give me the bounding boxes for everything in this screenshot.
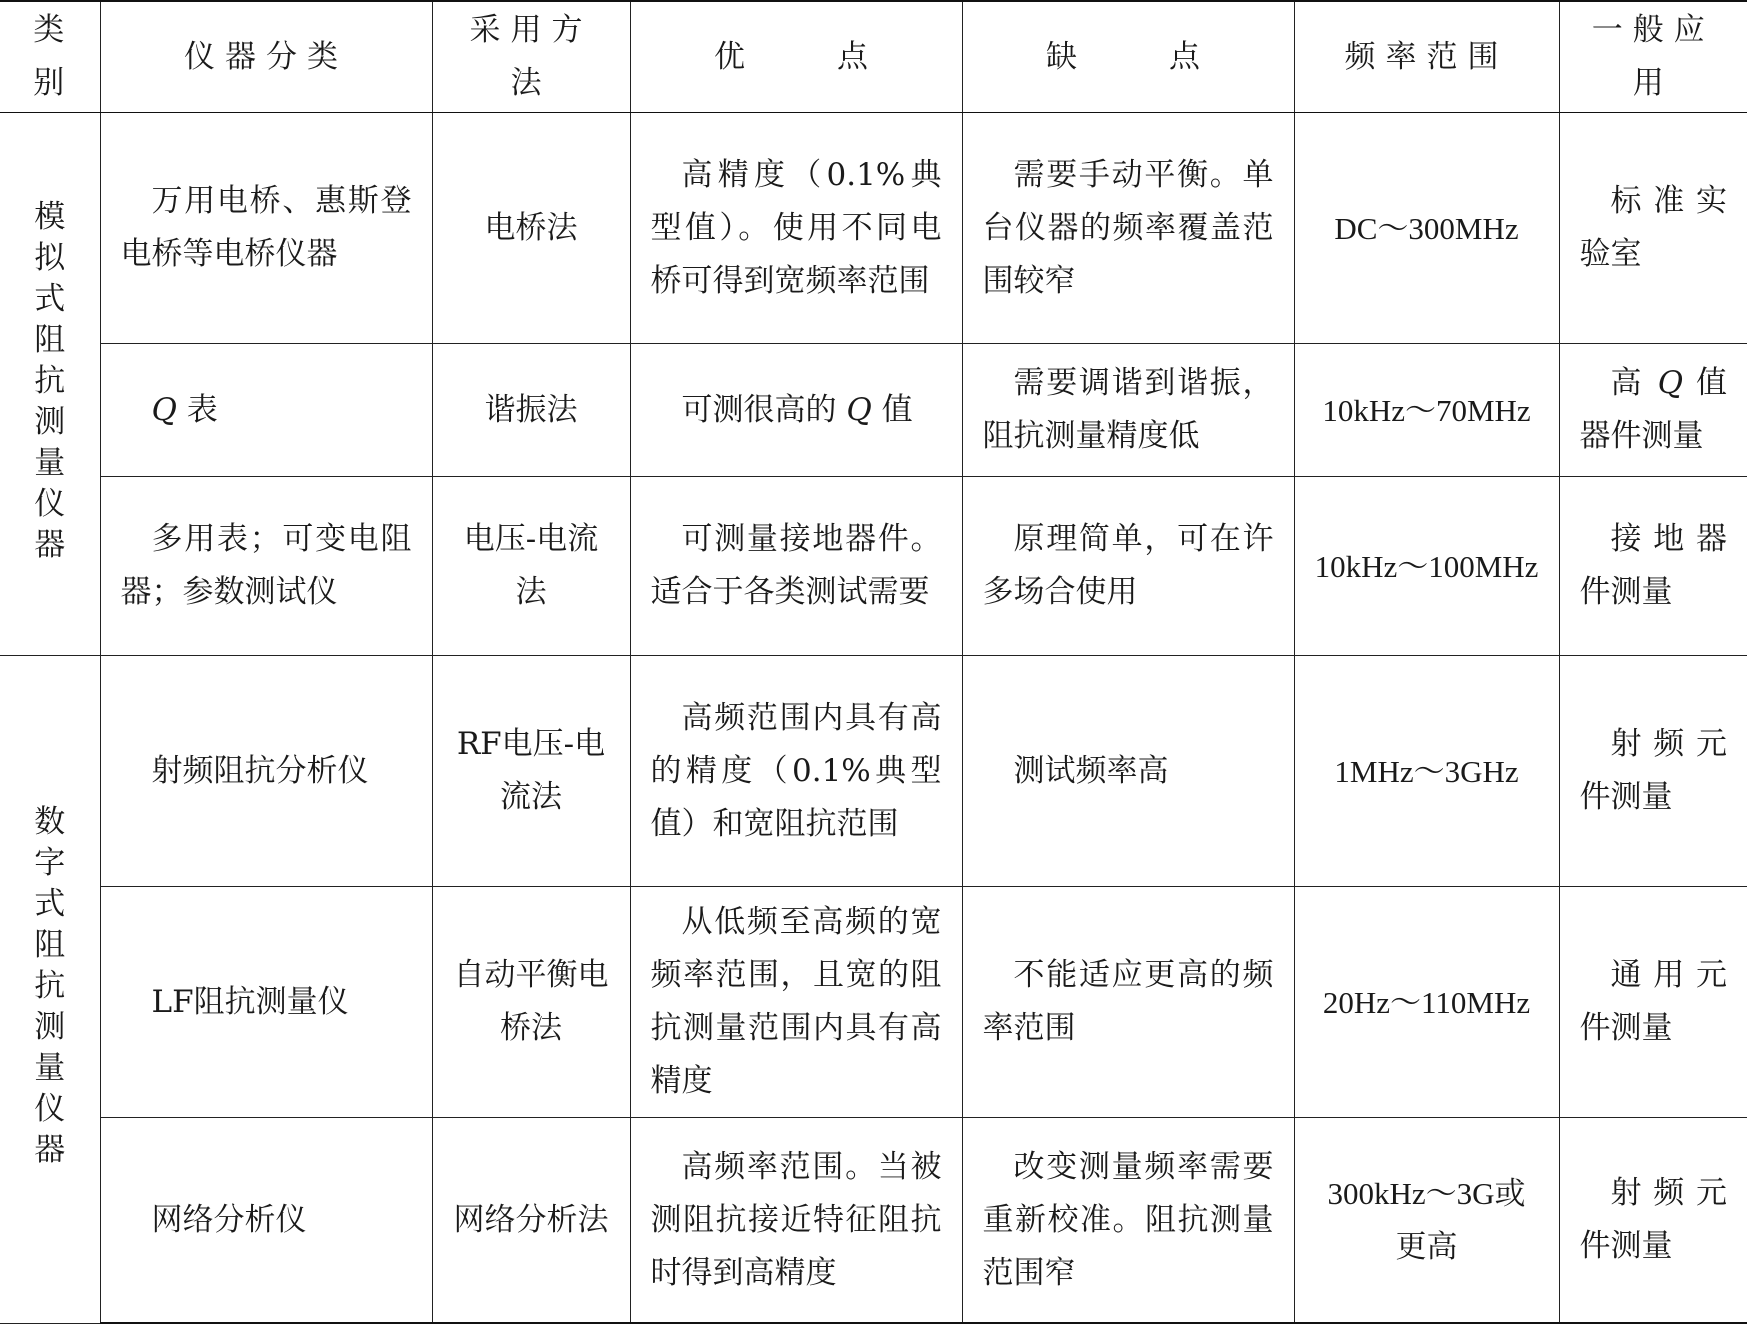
advantages-text: 可测很高的 xyxy=(681,391,837,428)
header-frequency-range: 频率范围 xyxy=(1294,1,1559,113)
disadvantages-cell: 测试频率高 xyxy=(962,656,1294,887)
frequency-range-cell: 20Hz～110MHz xyxy=(1294,887,1559,1118)
q-symbol: Q xyxy=(846,391,872,428)
method-cell: 电压-电流法 xyxy=(432,477,630,656)
instrument-cell: 网络分析仪 xyxy=(100,1118,432,1324)
advantages-cell xyxy=(630,344,962,477)
method-cell: 谐振法 xyxy=(432,344,630,477)
header-advantages: 优 点 xyxy=(630,1,962,113)
advantages-cell: 高频率范围。当被测阻抗接近特征阻抗时得到高精度 xyxy=(630,1118,962,1324)
application-cell: 射频元件测量 xyxy=(1559,656,1747,887)
q-symbol: Q xyxy=(1657,365,1684,401)
instrument-text: 表 xyxy=(186,391,218,428)
disadvantages-cell: 原理简单，可在许多场合使用 xyxy=(962,477,1294,656)
advantages-tail: 值 xyxy=(881,391,913,428)
category-label: 数字式阻抗测量仪器 xyxy=(34,803,66,1168)
frequency-range-cell: 1MHz～3GHz xyxy=(1294,656,1559,887)
advantages-cell: 从低频至高频的宽频率范围，且宽的阻抗测量范围内具有高精度 xyxy=(630,887,962,1118)
application-cell xyxy=(1559,344,1747,477)
frequency-range-cell: 10kHz～100MHz xyxy=(1294,477,1559,656)
application-prefix: 高 xyxy=(1610,365,1645,401)
category-label: 模拟式阻抗测量仪器 xyxy=(34,198,66,563)
header-disadvantages: 缺 点 xyxy=(962,1,1294,113)
instrument-cell: 万用电桥、惠斯登电桥等电桥仪器 xyxy=(100,113,432,344)
table-row xyxy=(0,1118,1747,1324)
table-row xyxy=(0,656,1747,887)
application-text: 值器件测量 xyxy=(1579,365,1728,454)
application-cell: 射频元件测量 xyxy=(1559,1118,1747,1324)
instrument-cell: 射频阻抗分析仪 xyxy=(100,656,432,887)
disadvantages-cell: 需要手动平衡。单台仪器的频率覆盖范围较窄 xyxy=(962,113,1294,344)
application-cell: 接地器件测量 xyxy=(1559,477,1747,656)
application-cell: 通用元件测量 xyxy=(1559,887,1747,1118)
instrument-cell: 多用表；可变电阻器；参数测试仪 xyxy=(100,477,432,656)
disadvantages-cell: 不能适应更高的频率范围 xyxy=(962,887,1294,1118)
header-method: 采用方法 xyxy=(432,1,630,113)
q-symbol: Q xyxy=(151,391,177,428)
application-cell: 标准实验室 xyxy=(1559,113,1747,344)
advantages-cell: 可测量接地器件。适合于各类测试需要 xyxy=(630,477,962,656)
category-cell-analog xyxy=(0,113,100,656)
method-cell: RF电压-电流法 xyxy=(432,656,630,887)
header-instrument: 仪器分类 xyxy=(100,1,432,113)
table-row xyxy=(0,887,1747,1118)
frequency-range-cell: 10kHz～70MHz xyxy=(1294,344,1559,477)
instrument-cell: LF阻抗测量仪 xyxy=(100,887,432,1118)
header-row xyxy=(0,1,1747,113)
instrument-cell xyxy=(100,344,432,477)
frequency-range-cell: 300kHz～3G或更高 xyxy=(1294,1118,1559,1324)
frequency-range-cell: DC～300MHz xyxy=(1294,113,1559,344)
method-cell: 网络分析法 xyxy=(432,1118,630,1324)
header-application: 一般应用 xyxy=(1559,1,1747,113)
disadvantages-cell: 改变测量频率需要重新校准。阻抗测量范围窄 xyxy=(962,1118,1294,1324)
table-row xyxy=(0,113,1747,344)
table-row xyxy=(0,477,1747,656)
advantages-cell: 高精度（0.1%典型值）。使用不同电桥可得到宽频率范围 xyxy=(630,113,962,344)
table-row xyxy=(0,344,1747,477)
header-category: 类别 xyxy=(0,1,100,113)
method-cell: 自动平衡电桥法 xyxy=(432,887,630,1118)
method-cell: 电桥法 xyxy=(432,113,630,344)
category-cell-digital xyxy=(0,656,100,1324)
advantages-cell: 高频范围内具有高的精度（0.1%典型值）和宽阻抗范围 xyxy=(630,656,962,887)
disadvantages-cell: 需要调谐到谐振，阻抗测量精度低 xyxy=(962,344,1294,477)
